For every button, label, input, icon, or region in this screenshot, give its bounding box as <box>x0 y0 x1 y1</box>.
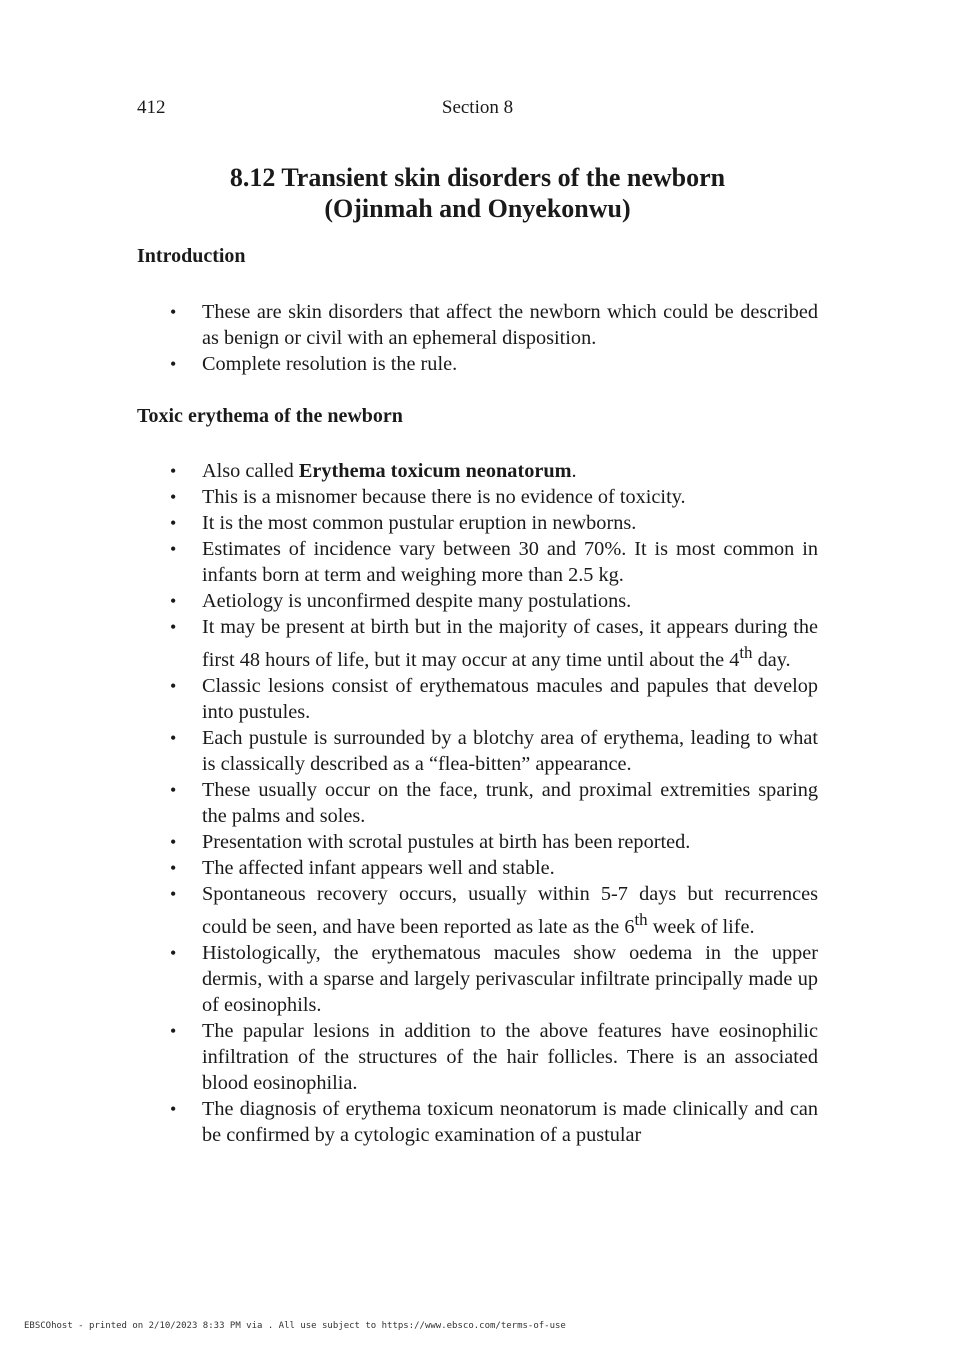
list-item-text: Aetiology is unconfirmed despite many postulations. <box>202 590 632 612</box>
list-item <box>137 777 818 829</box>
list-item <box>137 673 818 725</box>
list-item-text: Spontaneous recovery occurs, usually within 5-7 days but recurrences could be seen, and have been reported as late as the 6 <box>202 882 818 938</box>
list-item-text: Each pustule is surrounded by a blotchy area of erythema, leading to what is classically described as a “flea-bitten” appearance. <box>202 726 818 775</box>
bullet-icon: • <box>170 675 177 696</box>
bullet-icon: • <box>170 727 177 748</box>
list-item-text: These usually occur on the face, trunk, and proximal extremities sparing the palms and soles. <box>202 778 818 827</box>
list-item <box>137 484 818 510</box>
bullet-icon: • <box>170 487 177 507</box>
list-item-bold-term: Erythema toxicum neonatorum <box>298 460 572 482</box>
bullet-icon: • <box>170 1020 177 1041</box>
list-item-text: The papular lesions in addition to the above features have eosinophilic infiltration of the structures of the hair follicles. There is an associated blood eosinophilia. <box>202 1019 818 1094</box>
introduction-heading: Introduction <box>137 245 246 267</box>
bullet-icon: • <box>170 461 177 481</box>
list-item <box>137 510 818 536</box>
bullet-icon: • <box>170 354 177 374</box>
ebsco-footer: EBSCOhost - printed on 2/10/2023 8:33 PM via . All use subject to https://www.ebsco.com/terms-of-use <box>24 1321 566 1331</box>
list-item <box>137 855 818 881</box>
list-item-text-end: week of life. <box>647 915 755 938</box>
list-item-text: Presentation with scrotal pustules at birth has been reported. <box>202 830 691 853</box>
bullet-icon: • <box>170 539 177 559</box>
list-item <box>137 351 818 377</box>
list-item-text: Estimates of incidence vary between 30 and 70%. It is most common in infants born at term and weighing more than 2.5 kg. <box>202 538 818 586</box>
bullet-icon: • <box>170 883 177 904</box>
list-item <box>137 1096 818 1148</box>
list-item-text-end: day. <box>752 648 791 671</box>
bullet-icon: • <box>170 942 177 963</box>
running-head: Section 8 <box>441 97 514 118</box>
list-item <box>137 1018 818 1096</box>
bullet-icon: • <box>170 302 177 322</box>
bullet-icon: • <box>170 831 177 852</box>
list-item-text: It is the most common pustular eruption in newborns. <box>202 512 637 534</box>
bullet-icon: • <box>170 779 177 800</box>
list-item-text: These are skin disorders that affect the newborn which could be described as benign or civil with an ephemeral disposition. <box>202 301 818 349</box>
list-item <box>137 299 818 351</box>
list-item-text: It may be present at birth but in the majority of cases, it appears during the first 48 hours of life, but it may occur at any time until about the 4 <box>202 616 818 671</box>
bullet-icon: • <box>170 1098 177 1119</box>
bullet-icon: • <box>170 857 177 878</box>
list-item-text-end: . <box>571 460 577 482</box>
list-item-text: The diagnosis of erythema toxicum neonatorum is made clinically and can be confirmed by a cytologic examination of a pustular <box>202 1097 818 1146</box>
list-item-text: Histologically, the erythematous macules show oedema in the upper dermis, with a sparse and largely perivascular infiltrate principally made up of eosinophils. <box>202 941 818 1016</box>
list-item <box>137 458 818 484</box>
list-item <box>137 536 818 588</box>
chapter-title-line-1: 8.12 Transient skin disorders of the newborn <box>229 163 726 192</box>
list-item <box>137 881 818 940</box>
bullet-icon: • <box>170 617 177 637</box>
list-item-text: This is a misnomer because there is no evidence of toxicity. <box>202 486 686 508</box>
list-item-text: Classic lesions consist of erythematous macules and papules that develop into pustules. <box>202 674 818 723</box>
list-item <box>137 588 818 614</box>
bullet-icon: • <box>170 513 177 533</box>
list-item-text: Complete resolution is the rule. <box>202 353 458 375</box>
ordinal-superscript: th <box>634 909 648 929</box>
chapter-title <box>137 162 818 224</box>
list-item <box>137 725 818 777</box>
ordinal-superscript: th <box>739 643 753 662</box>
toxic-erythema-heading: Toxic erythema of the newborn <box>137 405 403 427</box>
list-item-text: The affected infant appears well and stable. <box>202 856 555 879</box>
list-item <box>137 614 818 673</box>
toxic-erythema-list <box>137 458 818 1148</box>
bullet-icon: • <box>170 591 177 611</box>
list-item <box>137 829 818 855</box>
introduction-list <box>137 299 818 377</box>
list-item-text: Also called <box>202 460 299 482</box>
chapter-title-line-2: (Ojinmah and Onyekonwu) <box>324 194 631 223</box>
list-item <box>137 940 818 1018</box>
page-number: 412 <box>137 97 166 118</box>
